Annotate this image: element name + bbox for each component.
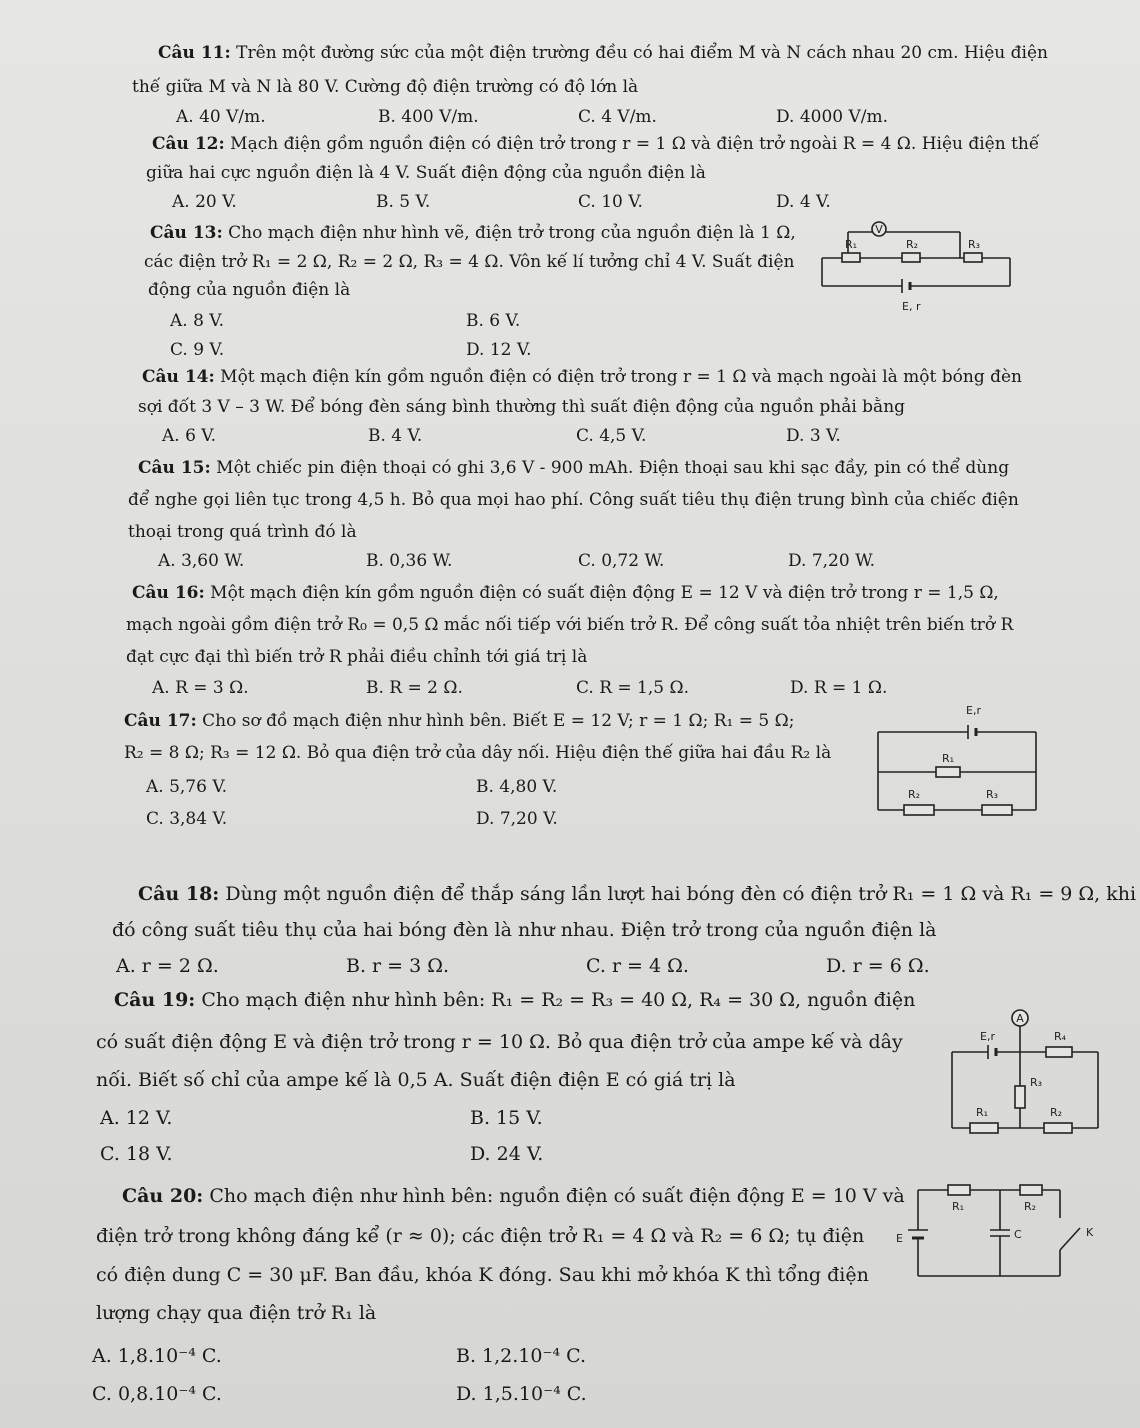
q11-option-c[interactable]: C. 4 V/m. (578, 107, 657, 127)
q18-option-a[interactable]: A. r = 2 Ω. (116, 955, 219, 977)
q18-option-b[interactable]: B. r = 3 Ω. (346, 955, 450, 977)
q15-option-a[interactable]: A. 3,60 W. (158, 551, 245, 571)
q16-line1: Câu 16: Một mạch điện kín gồm nguồn điện có suất điện động E = 12 V và điện trở trong r = 1,5 Ω, (132, 583, 999, 603)
q20-option-c[interactable]: C. 0,8.10⁻⁴ C. (92, 1383, 222, 1405)
q14-option-d[interactable]: D. 3 V. (786, 426, 841, 446)
q12-option-d[interactable]: D. 4 V. (776, 192, 831, 212)
resistor-r2 (1044, 1123, 1072, 1133)
q20-option-a[interactable]: A. 1,8.10⁻⁴ C. (92, 1345, 222, 1367)
r2-label: R₂ (1050, 1106, 1063, 1119)
r1-label: R₁ (942, 752, 955, 765)
q11-option-a[interactable]: A. 40 V/m. (176, 107, 266, 127)
q13-line1: Câu 13: Cho mạch điện như hình vẽ, điện trở trong của nguồn điện là 1 Ω, (150, 223, 796, 243)
r1-label: R₁ (976, 1106, 989, 1119)
resistor-r3 (964, 253, 982, 262)
r1-label: R₁ (845, 238, 858, 251)
q13-option-d[interactable]: D. 12 V. (466, 340, 532, 360)
r2-label: R₂ (906, 238, 919, 251)
ammeter-label: A (1016, 1012, 1024, 1025)
r3-label: R₃ (1030, 1076, 1043, 1089)
q14-line1: Câu 14: Một mạch điện kín gồm nguồn điện có điện trở trong r = 1 Ω và mạch ngoài là một bóng đèn (142, 367, 1023, 387)
resistor-r1 (936, 767, 960, 777)
r4-label: R₄ (1054, 1030, 1067, 1043)
q14-line2: sợi đốt 3 V – 3 W. Để bóng đèn sáng bình thường thì suất điện động của nguồn phải bằng (138, 397, 906, 417)
q16-line3: đạt cực đại thì biến trở R phải điều chỉnh tới giá trị là (126, 647, 588, 667)
q14-option-c[interactable]: C. 4,5 V. (576, 426, 647, 446)
q17-circuit-diagram (868, 700, 1043, 820)
q16-option-d[interactable]: D. R = 1 Ω. (790, 678, 888, 698)
q19-option-b[interactable]: B. 15 V. (470, 1107, 543, 1129)
q15-line2: để nghe gọi liên tục trong 4,5 h. Bỏ qua mọi hao phí. Công suất tiêu thụ điện trung bình của chiếc điện (128, 490, 1019, 510)
q12-option-c[interactable]: C. 10 V. (578, 192, 643, 212)
q17-option-c[interactable]: C. 3,84 V. (146, 809, 228, 829)
q15-option-c[interactable]: C. 0,72 W. (578, 551, 665, 571)
source-label: E,r (980, 1030, 995, 1043)
q11-option-b[interactable]: B. 400 V/m. (378, 107, 479, 127)
q20-line3: có điện dung C = 30 μF. Ban đầu, khóa K đóng. Sau khi mở khóa K thì tổng điện (96, 1264, 869, 1286)
q12-option-b[interactable]: B. 5 V. (376, 192, 431, 212)
resistor-r2 (904, 805, 934, 815)
q13-option-c[interactable]: C. 9 V. (170, 340, 225, 360)
q11-line2: thế giữa M và N là 80 V. Cường độ điện trường có độ lớn là (132, 77, 639, 97)
q20-line1: Câu 20: Cho mạch điện như hình bên: nguồn điện có suất điện động E = 10 V và (122, 1185, 905, 1207)
voltmeter-label: V (875, 223, 883, 236)
q13-option-a[interactable]: A. 8 V. (170, 311, 225, 331)
q14-option-a[interactable]: A. 6 V. (162, 426, 217, 446)
r2-label: R₂ (1024, 1200, 1037, 1213)
source-label: E, r (902, 300, 921, 313)
q20-line2: điện trở trong không đáng kể (r ≈ 0); các điện trở R₁ = 4 Ω và R₂ = 6 Ω; tụ điện (96, 1225, 865, 1247)
q18-option-c[interactable]: C. r = 4 Ω. (586, 955, 689, 977)
q19-option-c[interactable]: C. 18 V. (100, 1143, 173, 1165)
q20-circuit-diagram (890, 1178, 1110, 1286)
resistor-r4 (1046, 1047, 1072, 1057)
source-label: E (896, 1232, 903, 1245)
q20-option-b[interactable]: B. 1,2.10⁻⁴ C. (456, 1345, 587, 1367)
q13-option-b[interactable]: B. 6 V. (466, 311, 521, 331)
r1-label: R₁ (952, 1200, 965, 1213)
r3-label: R₃ (968, 238, 981, 251)
q17-option-a[interactable]: A. 5,76 V. (146, 777, 228, 797)
q18-option-d[interactable]: D. r = 6 Ω. (826, 955, 930, 977)
q13-line2: các điện trở R₁ = 2 Ω, R₂ = 2 Ω, R₃ = 4 Ω. Vôn kế lí tưởng chỉ 4 V. Suất điện (144, 252, 795, 272)
q19-circuit-diagram (940, 1006, 1110, 1138)
resistor-r1 (842, 253, 860, 262)
q11-option-d[interactable]: D. 4000 V/m. (776, 107, 889, 127)
q14-option-b[interactable]: B. 4 V. (368, 426, 423, 446)
q19-line3: nối. Biết số chỉ của ampe kế là 0,5 A. Suất điện điện E có giá trị là (96, 1069, 736, 1091)
q13-circuit-diagram (810, 218, 1020, 318)
resistor-r3 (982, 805, 1012, 815)
resistor-r2 (902, 253, 920, 262)
source-label: E,r (966, 704, 981, 717)
q17-line2: R₂ = 8 Ω; R₃ = 12 Ω. Bỏ qua điện trở của dây nối. Hiệu điện thế giữa hai đầu R₂ là (124, 743, 832, 763)
q15-line1: Câu 15: Một chiếc pin điện thoại có ghi 3,6 V - 900 mAh. Điện thoại sau khi sạc đầy, pin có thể dùng (138, 458, 1010, 478)
q17-option-b[interactable]: B. 4,80 V. (476, 777, 558, 797)
q15-option-b[interactable]: B. 0,36 W. (366, 551, 453, 571)
r2-label: R₂ (908, 788, 921, 801)
q12-line1: Câu 12: Mạch điện gồm nguồn điện có điện trở trong r = 1 Ω và điện trở ngoài R = 4 Ω. Hiệu điện thế (152, 134, 1040, 154)
q19-option-a[interactable]: A. 12 V. (100, 1107, 173, 1129)
q20-option-d[interactable]: D. 1,5.10⁻⁴ C. (456, 1383, 587, 1405)
resistor-r1 (948, 1185, 970, 1195)
r3-label: R₃ (986, 788, 999, 801)
q16-line2: mạch ngoài gồm điện trở R₀ = 0,5 Ω mắc nối tiếp với biến trở R. Để công suất tỏa nhiệt trên biến trở R (126, 615, 1014, 635)
q12-line2: giữa hai cực nguồn điện là 4 V. Suất điện động của nguồn điện là (146, 163, 706, 183)
q16-option-b[interactable]: B. R = 2 Ω. (366, 678, 463, 698)
capacitor-label: C (1014, 1228, 1022, 1241)
q16-option-a[interactable]: A. R = 3 Ω. (152, 678, 249, 698)
q16-option-c[interactable]: C. R = 1,5 Ω. (576, 678, 689, 698)
q17-line1: Câu 17: Cho sơ đồ mạch điện như hình bên. Biết E = 12 V; r = 1 Ω; R₁ = 5 Ω; (124, 711, 795, 731)
q12-option-a[interactable]: A. 20 V. (172, 192, 237, 212)
q18-line1: Câu 18: Dùng một nguồn điện để thắp sáng lần lượt hai bóng đèn có điện trở R₁ = 1 Ω và R₁ = 9 Ω, khi (138, 883, 1137, 905)
resistor-r2 (1020, 1185, 1042, 1195)
q20-line4: lượng chạy qua điện trở R₁ là (96, 1302, 377, 1324)
q19-line2: có suất điện động E và điện trở trong r = 10 Ω. Bỏ qua điện trở của ampe kế và dây (96, 1031, 903, 1053)
q13-line3: động của nguồn điện là (148, 280, 351, 300)
q17-option-d[interactable]: D. 7,20 V. (476, 809, 558, 829)
q11-line1: Câu 11: Trên một đường sức của một điện trường đều có hai điểm M và N cách nhau 20 cm. Hiệu điện (158, 43, 1048, 63)
q19-option-d[interactable]: D. 24 V. (470, 1143, 544, 1165)
q18-line2: đó công suất tiêu thụ của hai bóng đèn là như nhau. Điện trở trong của nguồn điện là (112, 919, 937, 941)
resistor-r1 (970, 1123, 998, 1133)
q15-option-d[interactable]: D. 7,20 W. (788, 551, 875, 571)
switch-label: K (1086, 1226, 1094, 1239)
resistor-r3 (1015, 1086, 1025, 1108)
q19-line1: Câu 19: Cho mạch điện như hình bên: R₁ = R₂ = R₃ = 40 Ω, R₄ = 30 Ω, nguồn điện (114, 989, 916, 1011)
q15-line3: thoại trong quá trình đó là (128, 522, 357, 542)
